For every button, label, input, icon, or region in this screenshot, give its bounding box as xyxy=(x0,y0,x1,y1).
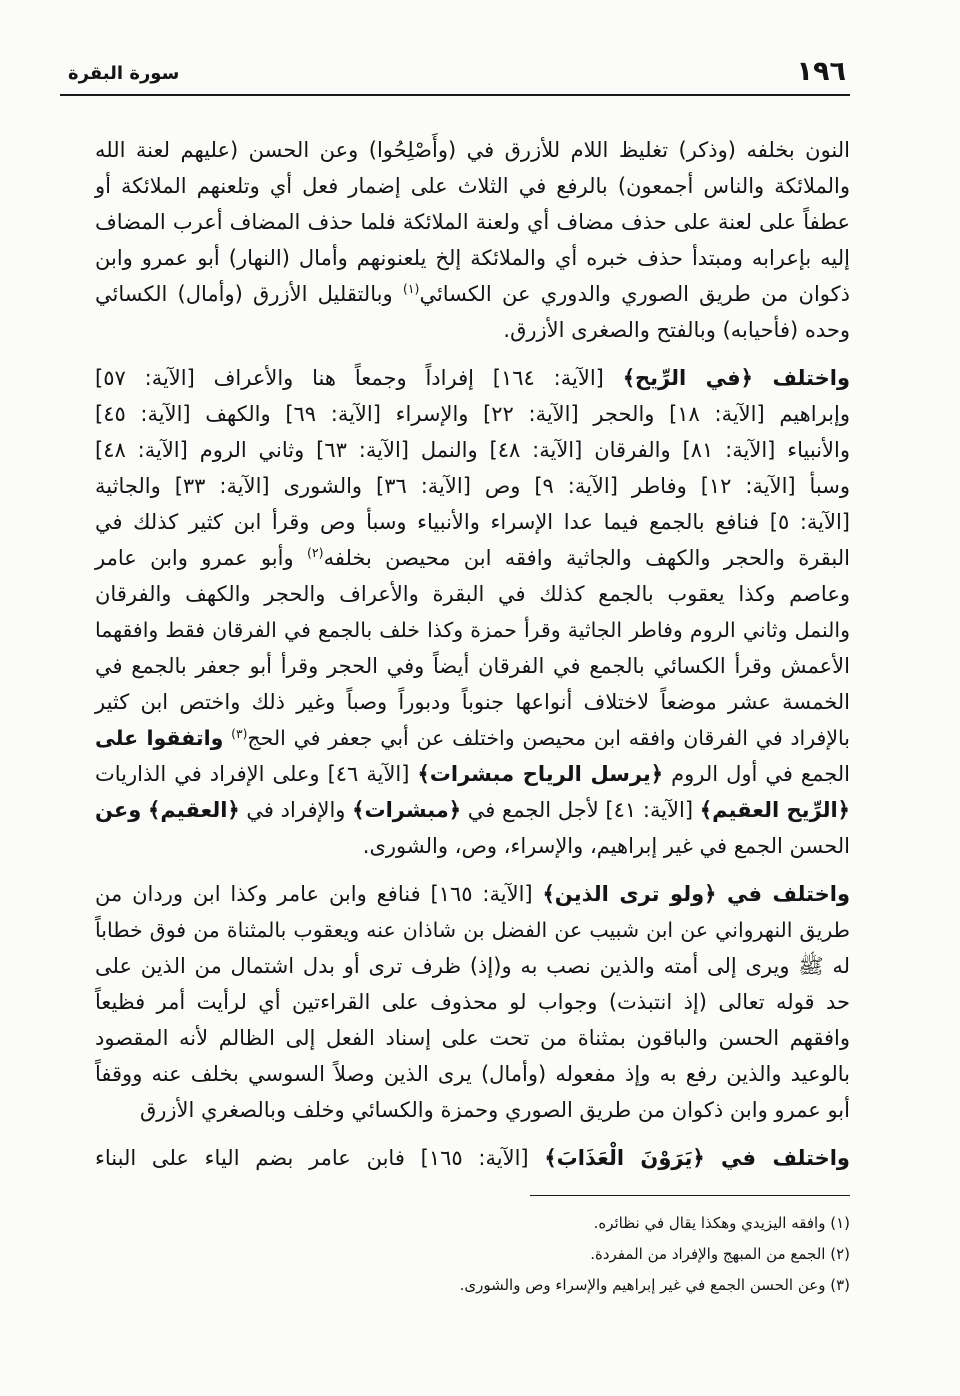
bold-phrase: ﴿الرِّيح العقيم﴾ xyxy=(699,798,850,822)
bold-phrase: ﴿يرسل الرياح مبشرات﴾ xyxy=(417,762,664,786)
text-line xyxy=(95,396,850,432)
footnote-marker: (١) xyxy=(402,281,420,297)
text-line xyxy=(95,132,850,168)
text-line xyxy=(95,828,850,864)
footnote-3: (٣) وعن الحسن الجمع في غير إبراهيم والإسراء وص والشورى. xyxy=(459,1276,850,1294)
text-segment: بالإفراد في الفرقان وافقه ابن محيصن واختلف عن أبي جعفر في الحج xyxy=(247,726,850,750)
text-segment: له ﷺ ويرى إلى أمته والذين نصب به و(إذ) ظرف ترى أو بدل اشتمال من الذين على xyxy=(95,954,850,978)
text-segment: إليه بإعرابه ومبتدأ حذف خبره أي والملائكة إلخ يلعنونهم وأمال (النهار) أبو عمرو وابن xyxy=(95,246,850,270)
footnote-2: (٢) الجمع من المبهج والإفراد من المفردة. xyxy=(590,1245,850,1263)
text-segment: والملائكة والناس أجمعون) بالرفع في الثلاث على إضمار فعل أي وتلعنهم الملائكة أو xyxy=(95,174,850,198)
text-line xyxy=(95,576,850,612)
text-segment: والإفراد في xyxy=(239,798,353,822)
text-line xyxy=(95,540,850,576)
paragraph xyxy=(95,132,850,348)
text-segment: والأنبياء [الآية: ٨١] والفرقان [الآية: ٤٨] والنمل [الآية: ٦٣] وثاني الروم [الآية: ٤٨] xyxy=(95,438,850,462)
text-segment: وإبراهيم [الآية: ١٨] والحجر [الآية: ٢٢] والإسراء [الآية: ٦٩] والكهف [الآية: ٤٥] xyxy=(95,402,850,426)
text-line xyxy=(95,1056,850,1092)
text-segment: حد قوله تعالى (إذ انتبذت) وجواب لو محذوف على القراءتين أي لرأيت أمر فظيعاً xyxy=(95,990,850,1014)
footnotes xyxy=(230,1208,850,1301)
text-segment: وحده (فأحيابه) وبالفتح والصغرى الأزرق. xyxy=(503,318,850,342)
text-line xyxy=(95,1092,850,1128)
text-segment: [الآية ٤٦] وعلى الإفراد في الذاريات xyxy=(95,762,418,786)
text-line xyxy=(95,504,850,540)
text-segment: الخمسة عشر موضعاً لاختلاف أنواعها جنوباً ودبوراً وصباً وغير ذلك واختص ابن كثير xyxy=(95,690,850,714)
text-line xyxy=(95,276,850,312)
text-segment: وأبو عمرو وابن عامر xyxy=(95,546,307,570)
text-segment: [الآية: ١٦٤] إفراداً وجمعاً هنا والأعراف [الآية: ٥٧] xyxy=(95,366,623,390)
bold-phrase: واختلف في ﴿ولو ترى الذين﴾ xyxy=(542,882,851,906)
bold-phrase: واختلف في ﴿يَرَوْنَ الْعَذَابَ﴾ xyxy=(544,1146,850,1170)
text-segment: البقرة والحجر والكهف والجاثية وافقه ابن محيصن بخلفه xyxy=(323,546,850,570)
text-line xyxy=(95,876,850,912)
text-line xyxy=(95,1020,850,1056)
text-segment: ذكوان من طريق الصوري والدوري عن الكسائي xyxy=(419,282,850,306)
text-segment: الحسن الجمع في غير إبراهيم، والإسراء، وص، والشورى. xyxy=(362,834,850,858)
text-line xyxy=(95,612,850,648)
bold-phrase: وعن xyxy=(95,798,142,822)
text-line xyxy=(95,984,850,1020)
text-line xyxy=(95,792,850,828)
bold-phrase: ﴿مبشرات﴾ xyxy=(352,798,462,822)
text-line xyxy=(95,756,850,792)
text-line xyxy=(95,948,850,984)
text-segment: [الآية: ٥] فنافع بالجمع فيما عدا الإسراء والأنبياء وسبأ وص وقرأ ابن كثير كذلك في xyxy=(95,510,850,534)
text-line xyxy=(95,312,850,348)
paragraph xyxy=(95,360,850,864)
text-segment: والنمل وثاني الروم وفاطر الجاثية وقرأ حمزة وكذا خلف بالجمع في الفرقان فقط وافقهما xyxy=(95,618,850,642)
text-line xyxy=(95,204,850,240)
text-segment: الجمع في أول الروم xyxy=(663,762,851,786)
text-segment: الأعمش وقرأ الكسائي بالجمع في الفرقان أيضاً وفي الحجر وقرأ أبو جعفر بالجمع في xyxy=(95,654,850,678)
text-line xyxy=(95,648,850,684)
footnote-separator xyxy=(530,1195,850,1196)
text-line xyxy=(95,168,850,204)
text-line xyxy=(95,720,850,756)
text-segment: النون بخلفه (وذكر) تغليظ اللام للأزرق في (وأَصْلِحُوا) وعن الحسن (عليهم لعنة الله xyxy=(95,138,850,162)
text-segment: وسبأ [الآية: ١٢] وفاطر [الآية: ٩] وص [الآية: ٣٦] والشورى [الآية: ٣٣] والجاثية xyxy=(95,474,851,498)
paragraph xyxy=(95,876,850,1128)
text-segment: [الآية: ١٦٥] فنافع وابن عامر وكذا ابن وردان من xyxy=(95,882,543,906)
footnote-marker: (٣) xyxy=(231,726,248,741)
text-line xyxy=(95,1140,850,1176)
text-segment: طريق النهرواني عن ابن شبيب عن الفضل بن شاذان عنه ويعقوب بالمثناة من فوق خطاباً xyxy=(95,918,850,942)
bold-phrase: واختلف ﴿في الرِّيح﴾ xyxy=(622,366,850,390)
paragraph xyxy=(95,1140,850,1176)
text-segment: [الآية: ٤١] لأجل الجمع في xyxy=(461,798,700,822)
text-segment: وافقهم الحسن والباقون بمثناة من تحت على إسناد الفعل إلى الظالم لأنه المقصود xyxy=(95,1026,850,1050)
text-segment: وعاصم وكذا يعقوب بالجمع كذلك في البقرة والأعراف والحجر والكهف والفرقان xyxy=(95,582,850,606)
header-rule xyxy=(60,94,850,96)
bold-phrase: واتفقوا على xyxy=(95,726,224,750)
text-segment xyxy=(223,726,231,750)
text-line xyxy=(95,360,850,396)
text-segment: [الآية: ١٦٥] فابن عامر بضم الياء على البناء xyxy=(95,1146,545,1170)
text-line xyxy=(95,684,850,720)
text-line xyxy=(95,912,850,948)
text-line xyxy=(95,432,850,468)
text-segment: عطفاً على لعنة على حذف مضاف أي ولعنة الملائكة فلما حذف المضاف أعرب المضاف xyxy=(95,210,850,234)
running-header-title: سورة البقرة xyxy=(68,63,180,84)
text-segment: أبو عمرو وابن ذكوان من طريق الصوري وحمزة والكسائي وخلف وبالصغري الأزرق xyxy=(139,1098,850,1122)
bold-phrase: ﴿العقيم﴾ xyxy=(148,798,240,822)
page-number: ١٩٦ xyxy=(796,56,846,87)
text-segment: وبالتقليل الأزرق (وأمال) الكسائي xyxy=(95,282,403,306)
footnote-marker: (٢) xyxy=(306,545,324,561)
footnote-1: (١) وافقه اليزيدي وهكذا يقال في نظائره. xyxy=(593,1214,850,1232)
text-line xyxy=(95,468,850,504)
main-text xyxy=(95,132,850,1176)
text-segment: بالوعيد والذين رفع به وإذ مفعوله (وأمال) يرى الذين وصلاً السوسي بخلف عنه ووقفاً xyxy=(95,1062,850,1086)
text-segment xyxy=(141,798,148,822)
text-line xyxy=(95,240,850,276)
